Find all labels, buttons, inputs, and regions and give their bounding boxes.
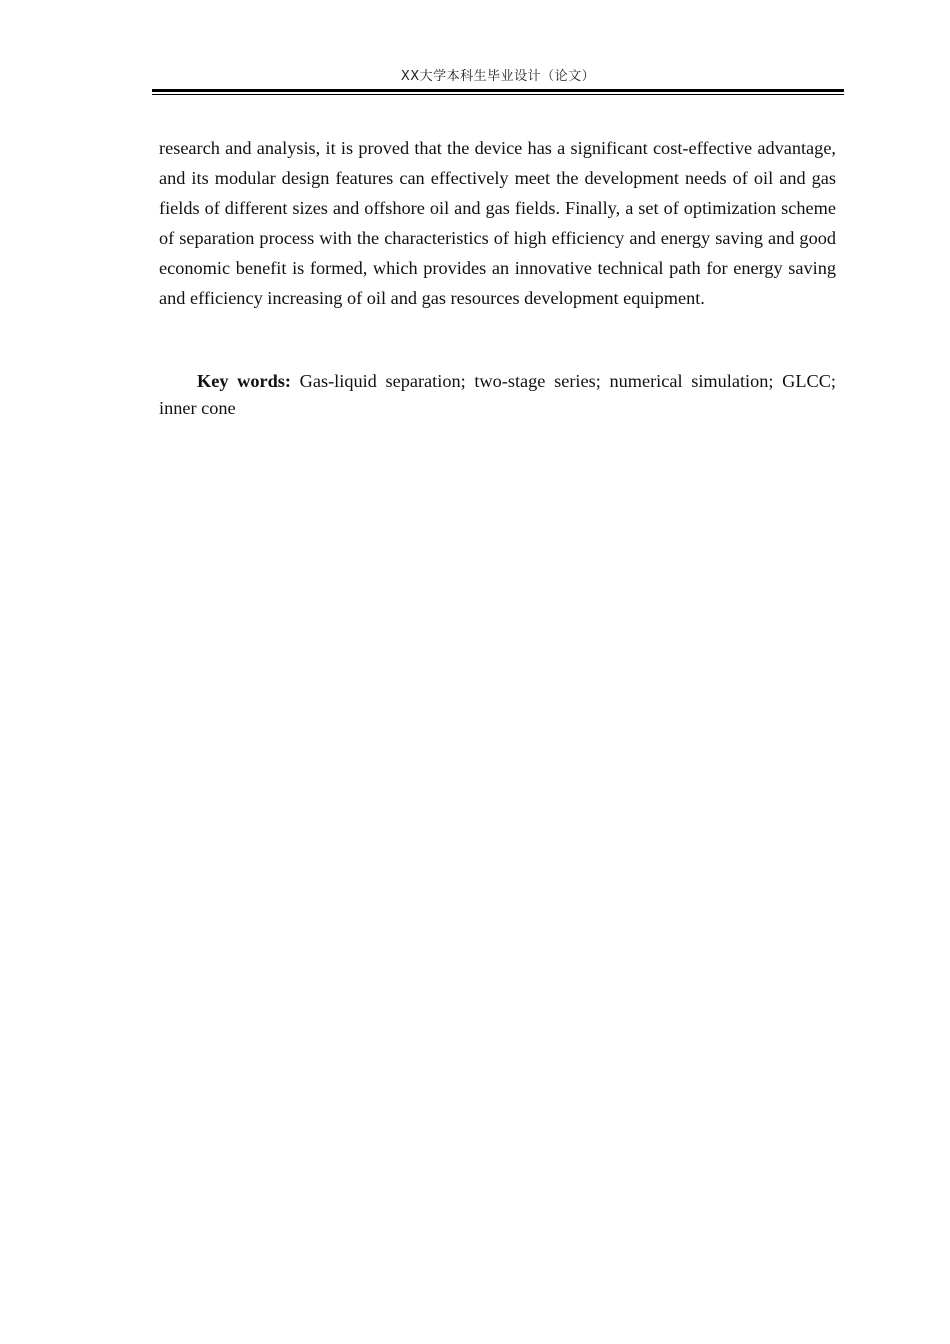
- page-header: XX大学本科生毕业设计（论文）: [400, 69, 596, 84]
- keywords-text: Gas-liquid separation; two-stage series; numerical simulation; GLCC; inner cone: [159, 371, 836, 418]
- keywords-label: Key words:: [197, 371, 291, 391]
- keywords-paragraph: [159, 368, 836, 422]
- header-rule-thin: [152, 94, 844, 95]
- abstract-paragraph: research and analysis, it is proved that the device has a significant cost-effective advantage, and its modular design features can effectively meet the development needs of oil and gas fields of different sizes and offshore oil and gas fields. Finally, a set of optimization scheme of separation process with the characteristics of high efficiency and energy saving and good economic benefit is formed, which provides an innovative technical path for energy saving and efficiency increasing of oil and gas resources development equipment.: [159, 138, 836, 308]
- header-rule-thick: [152, 89, 844, 92]
